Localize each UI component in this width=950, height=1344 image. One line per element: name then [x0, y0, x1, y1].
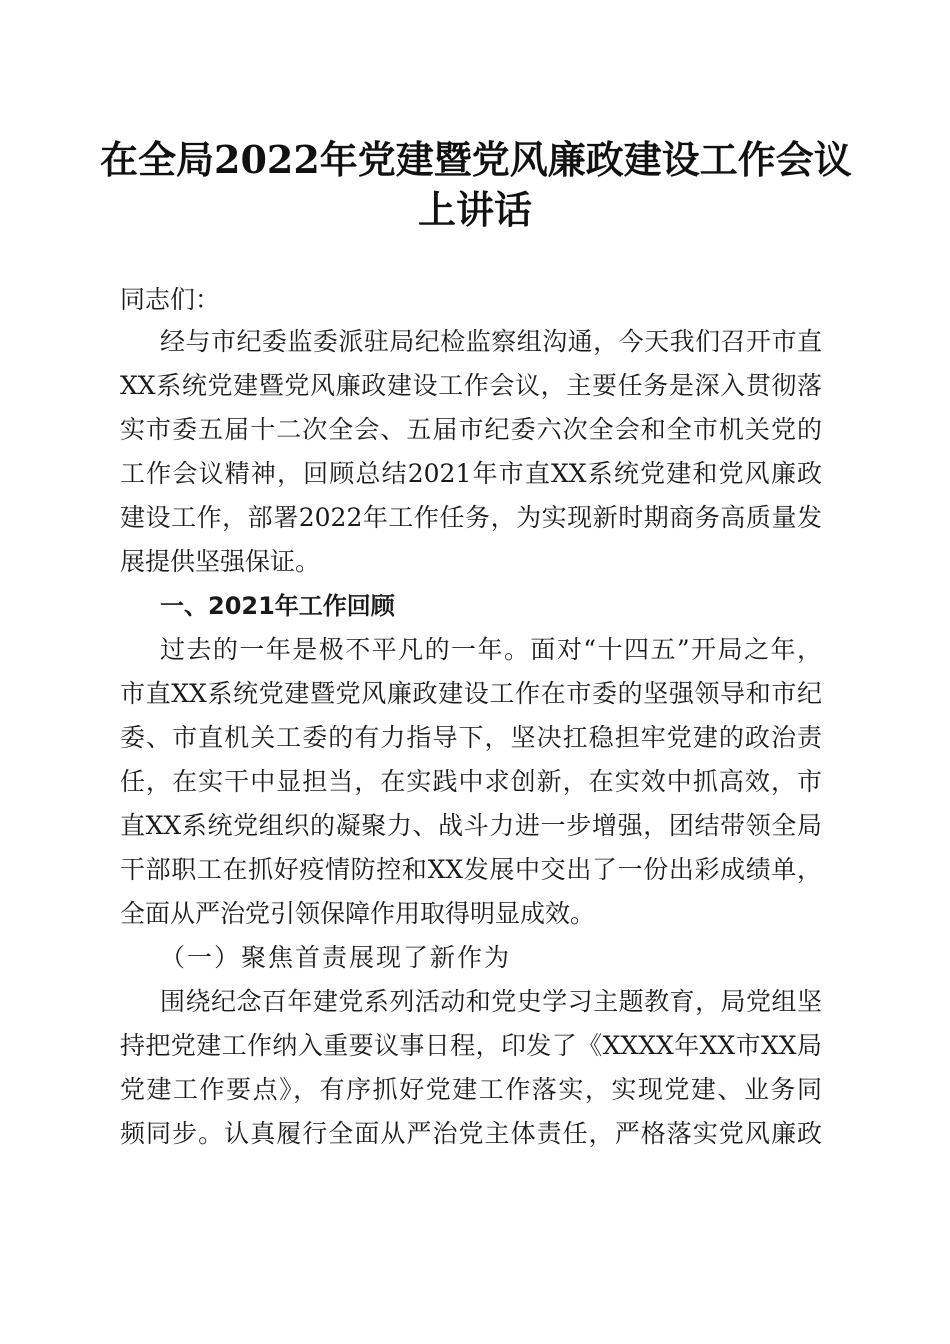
paragraph-3-line: 围绕纪念百年建党系列活动和党史学习主题教育，局党组坚	[160, 987, 822, 1016]
paragraph-1-line: 展提供坚强保证。	[120, 547, 321, 576]
paragraph-2-line: 干部职工在抓好疫情防控和XX发展中交出了一份出彩成绩单，	[120, 855, 822, 884]
paragraph-1-line: 实市委五届十二次全会、五届市纪委六次全会和全市机关党的	[120, 415, 822, 444]
paragraph-1-line: 工作会议精神，回顾总结2021年市直XX系统党建和党风廉政	[120, 459, 822, 488]
subsection-heading: （一）聚焦首责展现了新作为	[160, 943, 512, 972]
paragraph-3-line: 频同步。认真履行全面从严治党主体责任，严格落实党风廉政	[120, 1119, 822, 1148]
paragraph-1-line: 经与市纪委监委派驻局纪检监察组沟通，今天我们召开市直	[160, 327, 822, 356]
paragraph-2-line: 委、市直机关工委的有力指导下，坚决扛稳担牢党建的政治责	[120, 723, 822, 752]
paragraph-2-line: 直XX系统党组织的凝聚力、战斗力进一步增强，团结带领全局	[120, 811, 822, 840]
section-heading: 一、2021年工作回顾	[160, 592, 395, 620]
document-title-line-2: 上讲话	[417, 187, 532, 232]
paragraph-3-line: 党建工作要点》，有序抓好党建工作落实，实现党建、业务同	[120, 1075, 822, 1104]
salutation: 同志们：	[120, 285, 221, 314]
paragraph-3-line: 持把党建工作纳入重要议事日程，印发了《XXXX年XX市XX局	[120, 1031, 822, 1060]
paragraph-1-line: XX系统党建暨党风廉政建设工作会议，主要任务是深入贯彻落	[120, 371, 822, 400]
paragraph-1-line: 建设工作，部署2022年工作任务，为实现新时期商务高质量发	[120, 503, 822, 532]
paragraph-2-line: 过去的一年是极不平凡的一年。面对“十四五”开局之年，	[160, 635, 822, 664]
paragraph-2-line: 任，在实干中显担当，在实践中求创新，在实效中抓高效，市	[120, 767, 822, 796]
paragraph-2-line: 全面从严治党引领保障作用取得明显成效。	[120, 899, 596, 928]
document-title-line-1: 在全局2022年党建暨党风廉政建设工作会议	[100, 137, 852, 182]
paragraph-2-line: 市直XX系统党建暨党风廉政建设工作在市委的坚强领导和市纪	[120, 679, 822, 708]
